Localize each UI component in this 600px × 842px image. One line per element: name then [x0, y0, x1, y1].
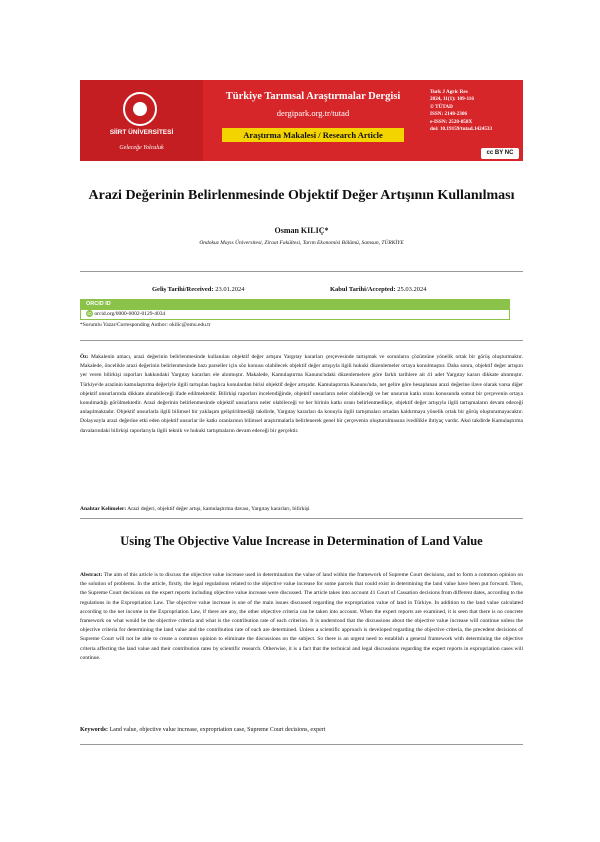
accepted-date: [330, 286, 426, 293]
received-label: Geliş Tarihi/Received:: [152, 286, 214, 293]
author-name: Osman KILIÇ*: [274, 226, 329, 235]
journal-title: Türkiye Tarımsal Araştırmalar Dergisi: [225, 91, 401, 102]
journal-meta: [430, 89, 522, 133]
divider: [80, 340, 523, 341]
divider: [80, 271, 523, 272]
divider: [80, 744, 523, 745]
abstract-en-label: Abstract:: [80, 572, 103, 578]
meta-line: e-ISSN: 2528-858X: [430, 118, 473, 125]
article-title-tr: Arazi Değerinin Belirlenmesinde Objektif Değer Artışının Kullanılması: [88, 188, 515, 203]
received-value: 23.01.2024: [215, 286, 245, 293]
abstract-tr-text: Makalenin amacı, arazi değerinin belirlenmesinde kullanılan objektif değer artışını Yargıtay kararları çerçevesinde tartışmak ve sorunların çözümüne yönelik ortak bir görüş oluşturmaktır. Makalede, öncelikle arazi değerinin belirlenmesinde bazı parseller için söz konusu olabilecek objektif değer artışıyla ilgili hukuki düzenlemeler ortaya konulmuştur. Daha sonra, objektif değer artışını yer veren bilirkişi raporları hakkındaki Yargıtay kararları ele alınmıştır. Makalede, Kamulaştırma Kanunu'ndaki düzenlemelere göre farklı tarihlere ait 41 adet Yargıtay kararı dikkate alınmıştır. Türkiye'de arazinin kamulaştırma değeriyle ilgili tartışılan başlıca konulardan birisi objektif değer artışıdır. Kamulaştırma Kanunu'nda, net gelire göre hesaplanan arazi değerine ilave olarak varsa diğer objektif unsurlarında dikkate alınabileceği ifade edilmektedir. Bilirkişi raporları incelendiğinde, objektif unsurların neler olabileceği ve her unsurun katkı oranı konusunda somut bir çerçevenin ortaya konulmadığı görülmektedir. Arazi değerinin belirlenmesinde objektif unsurların neler olabileceği ve her birinin katkı oranı belirlenmedikçe, objektif değer artışıyla ilgili tartışmaların devam edeceği anlaşılmaktadır. Objektif unsurlarla ilgili bilimsel bir yaklaşım geliştirilmediği takdirde, Yargıtay kararları da konuyla ilgili tartışmaları ortadan kaldırmaya yönelik ortak bir görüş oluşturamayacaktır. Dolayısıyla arazi değerine etki eden objektif unsurlar ile katkı oranlarının bilimsel araştırmalarla belirlenerek genel bir çerçevenin oluşturulmasına ivedilikle ihtiyaç vardır. Aksi takdirde Kamulaştırma davalarındaki bilirkişi raporlarıyla ilgili teknik ve hukuki tartışmaların devam edeceği bir gerçektir.: [80, 354, 523, 434]
orcid-icon: iD: [87, 311, 92, 317]
article-title-en: Using The Objective Value Increase in Determination of Land Value: [120, 534, 483, 548]
abstract-tr: [80, 353, 523, 436]
keywords-en-label: Keywords:: [80, 727, 108, 733]
logo-university-name: SİİRT ÜNİVERSİTESİ: [109, 129, 174, 136]
logo-motto: Geleceğe Yolculuk: [119, 145, 164, 151]
seal-inner: [133, 102, 147, 116]
orcid-header: ORCID ID: [80, 299, 510, 309]
accepted-label: Kabul Tarihi/Accepted:: [330, 286, 396, 293]
meta-line: © TÜTAD: [430, 103, 453, 110]
seal-icon: [123, 92, 157, 126]
journal-url[interactable]: dergipark.org.tr/tutad: [276, 108, 350, 118]
abstract-tr-label: Öz:: [80, 354, 89, 360]
orcid-row: [80, 309, 510, 320]
accepted-value: 25.03.2024: [397, 286, 427, 293]
divider: [80, 518, 523, 519]
keywords-en-text: Land value, objective value increase, expropriation case, Supreme Court decisions, expert: [109, 727, 326, 733]
corresponding-author: *Sorumlu Yazar/Corresponding Author: okilic@omu.edu.tr: [80, 322, 211, 328]
meta-line: ISSN: 2148-2306: [430, 111, 468, 118]
abstract-en-text: The aim of this article is to discuss the objective value increase used in determination the value of land within the framework of Supreme Court decisions, and to form a common opinion on the solution of problems. In the article, firstly, the legal regulations related to the objective value increase for some parcels that could exist in determining the land value have been put forward. Then, the Supreme Court decisions on the expert reports including objective value increase were discussed. The article takes into account 41 Court of Cassation decisions from different dates, according to the regulations in the Expropriation Law. The objective value increase is one of the main issues discussed regarding the expropriation value of land in Türkiye. In addition to the land value calculated according to the net income in the Expropriation Law, if there are any, the other objective criteria can be taken into account. When the expert reports are examined, it is seen that there is no concrete framework on what would be the objective criteria and what is the contribution rate of each criterion. It is understood that the discussions about the objective value increase will continue unless the objective criteria for determining the land value and the contribution rate of each are determined. Unless a scientific approach is developed regarding the objective criteria, the precedent decisions of Supreme Court will not be able to create a common opinion to eliminate the discussions on the subject. So there is an urgent need to establish a general framework with determining the objective criteria affecting the land value and their contribution rates by scientific research. Otherwise, it is a fact that the technical and legal discussions regarding the expert reports in expropriation cases will continue.: [80, 572, 524, 661]
keywords-tr-text: Arazi değeri, objektif değer artışı, kamulaştırma davası, Yargıtay kararları, bilirkişi: [127, 506, 310, 512]
orcid-link[interactable]: orcid.org/0000-0002-0129-4034: [94, 311, 166, 317]
license-icon[interactable]: cc BY NC: [481, 148, 519, 159]
university-logo: [80, 80, 203, 161]
meta-line: 2024, 11(1): 109-116: [430, 96, 474, 103]
author-affiliation: Ondokuz Mayıs Üniversitesi, Ziraat Fakültesi, Tarım Ekonomisi Bölümü, Samsun, TÜRKİYE: [199, 240, 404, 246]
keywords-tr-label: Anahtar Kelimeler:: [80, 506, 127, 512]
meta-line: Turk J Agric Res: [430, 89, 468, 95]
article-type-badge: Araştırma Makalesi / Research Article: [222, 128, 404, 142]
journal-header: [80, 80, 523, 161]
abstract-en: [80, 571, 523, 663]
keywords-tr: [80, 505, 523, 514]
meta-line-doi[interactable]: doi: 10.19159/tutad.1424533: [430, 126, 493, 133]
received-date: [152, 286, 244, 293]
keywords-en: [80, 727, 523, 733]
